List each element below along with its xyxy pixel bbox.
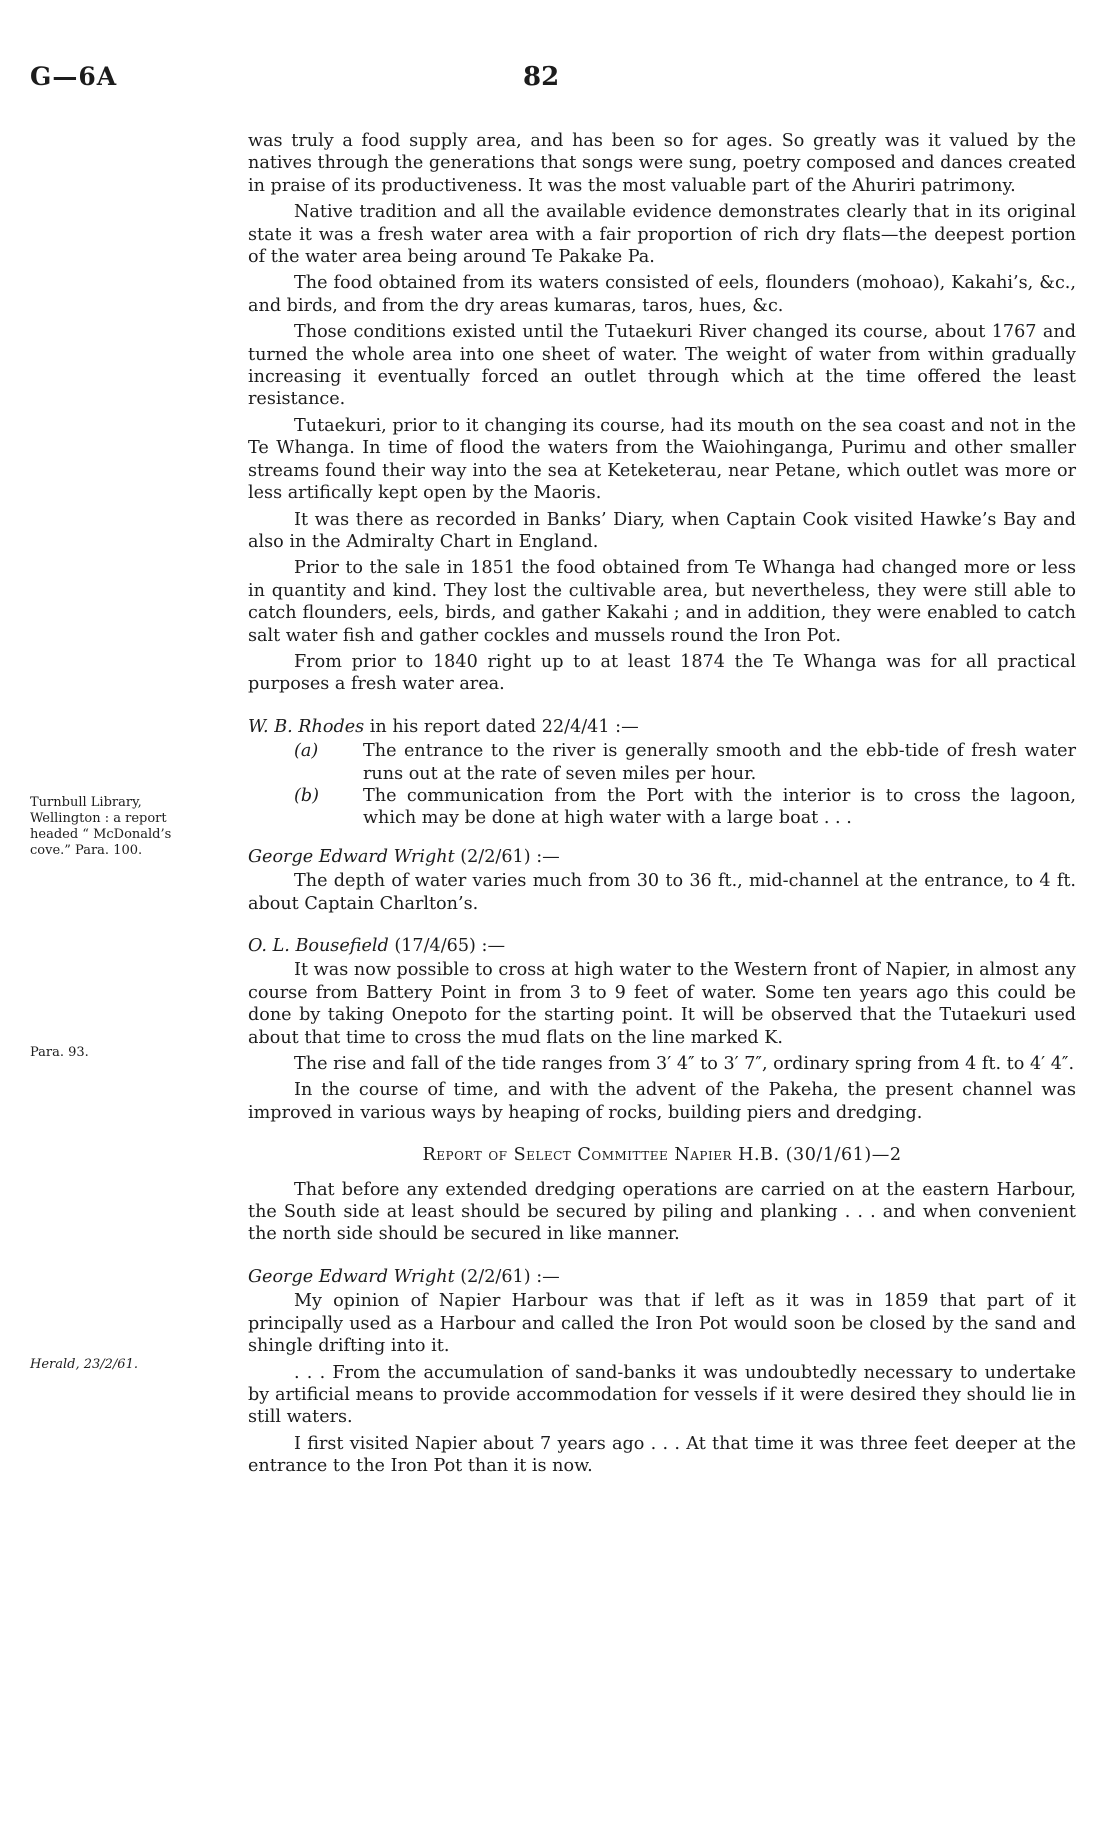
list-item (248, 785, 1076, 830)
speaker-name: George Edward Wright (248, 1266, 455, 1287)
list-item (248, 740, 1076, 785)
paragraph: Those conditions existed until the Tutaekuri River changed its course, about 1767 and turned the whole area into one sheet of water. The weight of water from within gradually increasing it eventually forced an outlet through which at the time offered the least resistance. (248, 322, 1076, 410)
margin-note-turnbull: Turnbull Library, Wellington : a report headed “ McDonald’s cove.” Para. 100. (30, 795, 172, 858)
body-text (248, 130, 1076, 1482)
speaker-name: W. B. Rhodes (248, 716, 365, 737)
document-code: G—6A (30, 62, 118, 91)
paragraph: Prior to the sale in 1851 the food obtained from Te Whanga had changed more or less in quantity and kind. They lost the cultivable area, but nevertheless, they were still able to catch flounders, eels, birds, and gather Kakahi ; and in addition, they were enabled to catch salt water fish and gather cockles and mussels round the Iron Pot. (248, 558, 1076, 646)
list-text: The communication from the Port with the interior is to cross the lagoon, which may be done at high water with a large boat . . . (363, 785, 1076, 829)
paragraph: The rise and fall of the tide ranges from 3′ 4″ to 3′ 7″, ordinary spring from 4 ft. to 4′ 4″. (294, 1054, 1075, 1075)
page-number: 82 (523, 62, 560, 92)
speaker-bousefield (248, 935, 1076, 957)
paragraph: The depth of water varies much from 30 to 36 ft., mid-channel at the entrance, to 4 ft. about Captain Charlton’s. (248, 871, 1076, 914)
paragraph: It was there as recorded in Banks’ Diary, when Captain Cook visited Hawke’s Bay and also in the Admiralty Chart in England. (248, 509, 1076, 552)
paragraph: From prior to 1840 right up to at least 1874 the Te Whanga was for all practical purposes a fresh water area. (248, 651, 1076, 695)
list-text: The entrance to the river is generally smooth and the ebb-tide of fresh water runs out at the rate of seven miles per hour. (363, 741, 1076, 784)
list-label: (b) (294, 785, 319, 806)
report-heading: Report of Select Committee Napier H.B. (30/1/61)—2 (422, 1145, 902, 1166)
paragraph: was truly a food supply area, and has been so for ages. So greatly was it valued by the natives through the generations that songs were sung, poetry composed and dances created in praise of its productiveness. It was the most valuable part of the Ahuriri patrimony. (248, 131, 1076, 196)
speaker-date: in his report dated 22/4/41 :— (364, 716, 639, 737)
paragraph: The food obtained from its waters consisted of eels, flounders (mohoao), Kakahi’s, &c., and birds, and from the dry areas kumaras, taros, hues, &c. (248, 273, 1076, 316)
speaker-date: (17/4/65) :— (388, 936, 506, 956)
speaker-name: O. L. Bousefield (248, 936, 389, 956)
paragraph: My opinion of Napier Harbour was that if left as it was in 1859 that part of it principally used as a Harbour and called the Iron Pot would soon be closed by the sand and shingle drifting into it. (248, 1291, 1076, 1357)
margin-note-para-93: Para. 93. (30, 1045, 89, 1060)
paragraph: In the course of time, and with the advent of the Pakeha, the present channel was improved in various ways by heaping of rocks, building piers and dredging. (248, 1080, 1076, 1123)
paragraph: . . . From the accumulation of sand-banks it was undoubtedly necessary to undertake by artificial means to provide accommodation for vessels if it were desired they should lie in still waters. (248, 1362, 1076, 1428)
list-label: (a) (294, 741, 319, 762)
paragraph: Native tradition and all the available evidence demonstrates clearly that in its original state it was a fresh water area with a fair proportion of rich dry flats—the deepest portion of the water area being around Te Pakake Pa. (248, 202, 1076, 268)
speaker-name: George Edward Wright (248, 846, 455, 867)
speaker-rhodes (248, 716, 1076, 738)
margin-note-herald: Herald, 23/2/61. (30, 1357, 138, 1372)
paragraph: That before any extended dredging operations are carried on at the eastern Harbour, the South side at least should be secured by piling and planking . . . and when convenient the north side should be secured in like manner. (248, 1179, 1076, 1245)
paragraph: It was now possible to cross at high water to the Western front of Napier, in almost any course from Battery Point in from 3 to 9 feet of water. Some ten years ago this could be done by taking Onepoto for the starting point. It will be observed that the Tutaekuri used about that time to cross the mud flats on the line marked K. (248, 960, 1076, 1048)
speaker-wright-2 (248, 1266, 1076, 1288)
speaker-date: (2/2/61) :— (454, 846, 560, 867)
speaker-wright (248, 846, 1076, 868)
paragraph: Tutaekuri, prior to it changing its course, had its mouth on the sea coast and not in the Te Whanga. In time of flood the waters from the Waiohinganga, Purimu and other smaller streams found their way into the sea at Keteketerau, near Petane, which outlet was more or less artifically kept open by the Maoris. (248, 415, 1076, 504)
paragraph: I first visited Napier about 7 years ago . . . At that time it was three feet deeper at the entrance to the Iron Pot than it is now. (248, 1433, 1076, 1477)
speaker-date: (2/2/61) :— (454, 1266, 560, 1287)
